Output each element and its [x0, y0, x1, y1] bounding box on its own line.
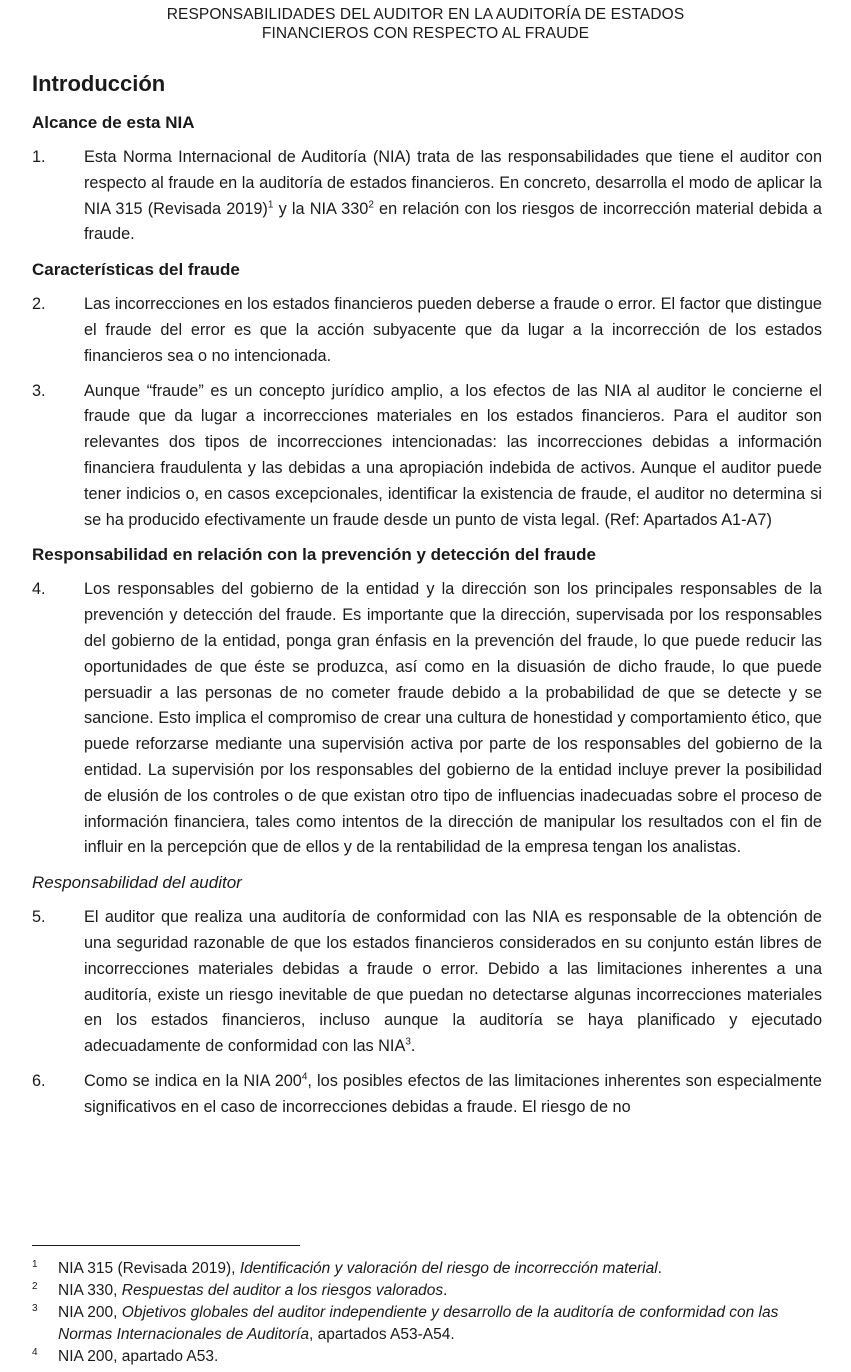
header-line-2: FINANCIEROS CON RESPECTO AL FRAUDE — [261, 25, 590, 42]
paragraph-text-part: Esta Norma Internacional de Auditoría (NIA) trata de las responsabilidades que tiene el auditor con respecto al fraude en la auditoría de estados financieros. En concreto, desarrolla el modo de aplicar la NIA 315 (Revisada 2019) — [84, 148, 822, 218]
footnote-2 — [32, 1280, 822, 1302]
footnote-1 — [32, 1258, 822, 1280]
footnote-ref-4[interactable]: 4 — [301, 1071, 308, 1083]
paragraph-text-part: El auditor que realiza una auditoría de conformidad con las NIA es responsable de la obtención de una seguridad razonable de que los estados financieros considerados en su conjunto están libres de incorrecciones materiales debidas a fraude o error. Debido a las limitaciones inherentes a una auditoría, existe un riesgo inevitable de que puedan no detectarse algunas incorrecciones materiales en los estados financieros, incluso aunque la auditoría se haya planificado y ejecutado adecuadamente de conformidad con las NIA — [84, 908, 822, 1056]
paragraph-text: Las incorrecciones en los estados financieros pueden deberse a fraude o error. El factor que distingue el fraude del error es que la acción subyacente que da lugar a la incorrección de los estados financieros sea o no intencionada. — [84, 295, 822, 365]
running-header — [0, 5, 851, 43]
footnote-4 — [32, 1346, 822, 1368]
page-title: Introducción — [32, 71, 166, 96]
footnote-3 — [32, 1302, 822, 1346]
footnote-text-part: NIA 200, — [58, 1304, 122, 1321]
footnote-text-part: NIA 315 (Revisada 2019), — [58, 1260, 240, 1277]
paragraph-number: 4. — [32, 580, 46, 599]
document-body — [32, 70, 822, 1130]
paragraph-4 — [32, 577, 822, 861]
paragraph-text-part: , los posibles efectos de las limitaciones inherentes son especialmente significativos en el caso de incorrecciones debidas a fraude. El riesgo de no — [84, 1071, 822, 1116]
header-line-1: RESPONSABILIDADES DEL AUDITOR EN LA AUDITORÍA DE ESTADOS — [166, 6, 685, 23]
footnote-title: Respuestas del auditor a los riesgos valorados — [121, 1282, 444, 1299]
footnote-text-part: , apartados A53-A54. — [309, 1326, 455, 1343]
paragraph-number: 1. — [32, 148, 46, 166]
paragraph-1 — [32, 145, 822, 248]
paragraph-number: 2. — [32, 295, 46, 314]
paragraph-2 — [32, 292, 822, 369]
footnote-text — [58, 1280, 822, 1302]
section-heading-alcance: Alcance de esta NIA — [32, 113, 195, 132]
paragraph-text: Los responsables del gobierno de la entidad y la dirección son los principales responsables de la prevención y detección del fraude. Es importante que la dirección, supervisada por los responsables del gobierno de la entidad, ponga gran énfasis en la prevención del fraude, lo que puede reducir las oportunidades de que éste se produzca, así como en la disuasión de dicho fraude, lo que puede persuadir a las personas de no cometer fraude debido a la probabilidad de que se detecte y se sancione. Esto implica el compromiso de crear una cultura de honestidad y comportamiento ético, que puede reforzarse mediante una supervisión activa por parte de los responsables del gobierno de la entidad. La supervisión por los responsables del gobierno de la entidad incluye prever la posibilidad de elusión de los controles o de que existan otro tipo de influencias inadecuadas sobre el proceso de información financiera, tales como intentos de la dirección de manipular los resultados con el fin de influir en la percepción que de ellos y de la rentabilidad de la empresa tengan los analistas. — [84, 580, 822, 857]
paragraph-number: 6. — [32, 1071, 46, 1090]
paragraph-text — [84, 1069, 822, 1121]
paragraph-text-part: en relación con los riesgos de incorrección material debida a fraude. — [84, 199, 822, 244]
footnote-ref-2[interactable]: 2 — [368, 199, 374, 211]
footnote-number: 4 — [32, 1347, 38, 1358]
paragraph-text — [84, 145, 822, 248]
footnote-text-part: . — [657, 1260, 662, 1277]
paragraph-text-part: Como se indica en la NIA 200 — [84, 1071, 302, 1090]
paragraph-6 — [32, 1069, 822, 1121]
footnote-text — [58, 1346, 822, 1368]
footnote-text-part: NIA 200, apartado A53. — [58, 1348, 219, 1365]
section-heading-responsabilidad: Responsabilidad en relación con la prevención y detección del fraude — [32, 545, 596, 565]
paragraph-number: 5. — [32, 908, 46, 927]
footnote-title: Objetivos globales del auditor independiente y desarrollo de la auditoría de conformidad con las Normas Internacionales de Auditoría — [58, 1304, 779, 1343]
footnote-ref-1[interactable]: 1 — [267, 199, 274, 211]
footnote-text — [58, 1302, 822, 1346]
footnote-text-part: . — [443, 1282, 448, 1299]
footnote-ref-3[interactable]: 3 — [405, 1036, 411, 1048]
paragraph-number: 3. — [32, 381, 46, 400]
paragraph-text-part: y la NIA 330 — [273, 199, 369, 218]
footnote-title: Identificación y valoración del riesgo de incorrección material — [239, 1260, 658, 1277]
subsection-heading-auditor: Responsabilidad del auditor — [32, 873, 242, 893]
footnote-number: 1 — [32, 1259, 38, 1270]
paragraph-text: Aunque “fraude” es un concepto jurídico amplio, a los efectos de las NIA al auditor le concierne el fraude que da lugar a incorrecciones materiales en los estados financieros. Para el auditor son relevantes dos tipos de incorrecciones intencionadas: las incorrecciones debidas a información financiera fraudulenta y las debidas a una apropiación indebida de activos. Aunque el auditor puede tener indicios o, en casos excepcionales, identificar la existencia de fraude, el auditor no determina si se ha producido efectivamente un fraude desde un punto de vista legal. (Ref: Apartados A1-A7) — [84, 381, 822, 529]
paragraph-3 — [32, 379, 822, 534]
footnote-divider — [32, 1245, 300, 1246]
paragraph-text-part: . — [410, 1037, 416, 1056]
paragraph-text — [84, 905, 822, 1060]
paragraph-5 — [32, 905, 822, 1060]
footnotes — [32, 1258, 822, 1368]
footnote-number: 2 — [32, 1281, 38, 1292]
footnote-text-part: NIA 330, — [58, 1282, 122, 1299]
section-heading-caracteristicas: Características del fraude — [32, 260, 240, 280]
footnote-text — [58, 1258, 822, 1280]
footnote-number: 3 — [32, 1303, 38, 1314]
